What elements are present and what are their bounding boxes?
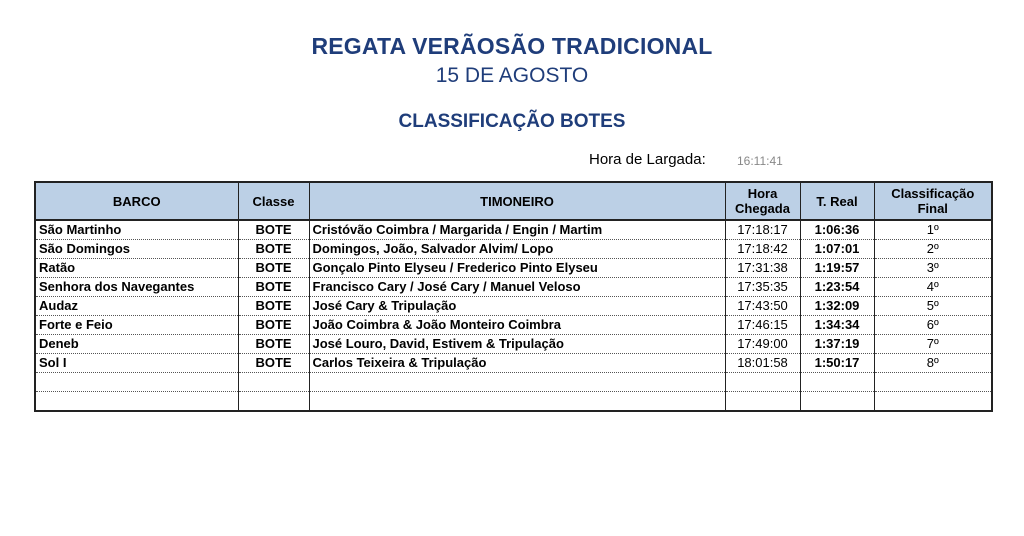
cell-timoneiro: Domingos, João, Salvador Alvim/ Lopo <box>309 240 725 259</box>
cell-barco: São Domingos <box>35 240 238 259</box>
cell-classe: BOTE <box>238 354 309 373</box>
cell-treal: 1:37:19 <box>800 335 874 354</box>
cell-classe: BOTE <box>238 297 309 316</box>
cell-classe: BOTE <box>238 220 309 240</box>
column-header-treal: T. Real <box>800 182 874 220</box>
cell-classif: 1º <box>874 220 992 240</box>
cell-timoneiro: Carlos Teixeira & Tripulação <box>309 354 725 373</box>
cell-classe: BOTE <box>238 316 309 335</box>
cell-hora: 17:18:42 <box>725 240 800 259</box>
cell-timoneiro: Cristóvão Coimbra / Margarida / Engin / Martim <box>309 220 725 240</box>
cell-barco: Audaz <box>35 297 238 316</box>
table-header <box>35 182 992 220</box>
cell-hora: 18:01:58 <box>725 354 800 373</box>
cell-classe: BOTE <box>238 335 309 354</box>
cell-treal: 1:32:09 <box>800 297 874 316</box>
empty-row <box>35 373 992 392</box>
cell-empty <box>725 373 800 392</box>
cell-classif: 5º <box>874 297 992 316</box>
cell-empty <box>874 392 992 412</box>
cell-empty <box>238 373 309 392</box>
table-row <box>35 354 992 373</box>
results-table <box>34 181 993 412</box>
cell-treal: 1:19:57 <box>800 259 874 278</box>
cell-empty <box>309 373 725 392</box>
cell-empty <box>800 373 874 392</box>
start-time-value: 16:11:41 <box>737 154 783 168</box>
cell-treal: 1:23:54 <box>800 278 874 297</box>
column-header-timoneiro: TIMONEIRO <box>309 182 725 220</box>
cell-classe: BOTE <box>238 278 309 297</box>
table-row <box>35 240 992 259</box>
event-date: 15 DE AGOSTO <box>435 64 589 87</box>
table-body <box>35 220 992 411</box>
cell-empty <box>238 392 309 412</box>
cell-barco: São Martinho <box>35 220 238 240</box>
table-row <box>35 220 992 240</box>
cell-timoneiro: Francisco Cary / José Cary / Manuel Veloso <box>309 278 725 297</box>
cell-treal: 1:50:17 <box>800 354 874 373</box>
table-row <box>35 335 992 354</box>
cell-classif: 2º <box>874 240 992 259</box>
column-header-hora-line2: Chegada <box>735 201 790 216</box>
column-header-classif-line1: Classificação <box>891 186 975 201</box>
cell-barco: Deneb <box>35 335 238 354</box>
cell-treal: 1:06:36 <box>800 220 874 240</box>
cell-classe: BOTE <box>238 259 309 278</box>
cell-classif: 6º <box>874 316 992 335</box>
cell-treal: 1:34:34 <box>800 316 874 335</box>
column-header-classif-line2: Final <box>917 201 948 216</box>
page-title: REGATA VERÃOSÃO TRADICIONAL <box>311 33 713 59</box>
cell-empty <box>874 373 992 392</box>
cell-empty <box>725 392 800 412</box>
cell-hora: 17:49:00 <box>725 335 800 354</box>
column-header-hora-line1: Hora <box>747 186 778 201</box>
cell-barco: Sol I <box>35 354 238 373</box>
start-time-label: Hora de Largada: <box>589 151 706 168</box>
cell-timoneiro: José Cary & Tripulação <box>309 297 725 316</box>
column-header-barco: BARCO <box>35 182 238 220</box>
table-row <box>35 278 992 297</box>
cell-barco: Ratão <box>35 259 238 278</box>
cell-hora: 17:46:15 <box>725 316 800 335</box>
cell-hora: 17:35:35 <box>725 278 800 297</box>
cell-timoneiro: João Coimbra & João Monteiro Coimbra <box>309 316 725 335</box>
cell-classif: 7º <box>874 335 992 354</box>
column-header-hora-chegada <box>725 182 800 220</box>
cell-empty <box>35 373 238 392</box>
table-row <box>35 297 992 316</box>
cell-treal: 1:07:01 <box>800 240 874 259</box>
table-row <box>35 259 992 278</box>
empty-row <box>35 392 992 412</box>
section-title: CLASSIFICAÇÃO BOTES <box>398 111 626 132</box>
cell-barco: Forte e Feio <box>35 316 238 335</box>
cell-empty <box>35 392 238 412</box>
cell-classif: 3º <box>874 259 992 278</box>
cell-hora: 17:18:17 <box>725 220 800 240</box>
cell-empty <box>800 392 874 412</box>
cell-hora: 17:31:38 <box>725 259 800 278</box>
column-header-classe: Classe <box>238 182 309 220</box>
cell-classif: 8º <box>874 354 992 373</box>
column-header-classificacao <box>874 182 992 220</box>
cell-barco: Senhora dos Navegantes <box>35 278 238 297</box>
table-row <box>35 316 992 335</box>
cell-classe: BOTE <box>238 240 309 259</box>
cell-empty <box>309 392 725 412</box>
cell-hora: 17:43:50 <box>725 297 800 316</box>
cell-classif: 4º <box>874 278 992 297</box>
cell-timoneiro: José Louro, David, Estivem & Tripulação <box>309 335 725 354</box>
cell-timoneiro: Gonçalo Pinto Elyseu / Frederico Pinto Elyseu <box>309 259 725 278</box>
